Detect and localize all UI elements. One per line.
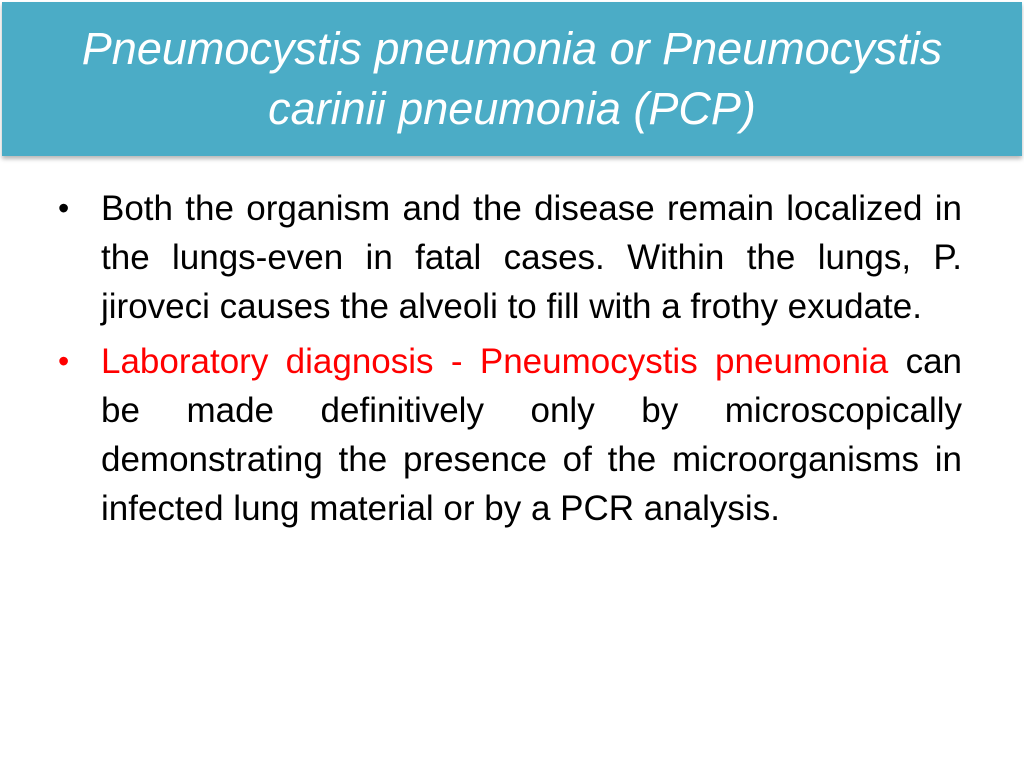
slide-title-line-2: carinii pneumonia (PCP) [268,83,756,134]
bullet-item [58,184,962,331]
slide-title-line-1: Pneumocystis pneumonia or Pneumocystis [81,23,943,74]
bullet-text [101,337,962,533]
slide-body [58,184,962,539]
bullet-text [101,184,962,331]
bullet-text-body: can be made definitively only by microscopically demonstrating the presence of the microorganisms in infected lung material or by a PCR analysis. [101,342,962,528]
highlighted-term: Laboratory diagnosis - Pneumocystis pneumonia [101,342,889,381]
slide-title [70,19,954,139]
title-banner [2,2,1022,156]
bullet-marker: • [58,343,70,379]
bullet-item [58,337,962,533]
bullet-list [58,184,962,533]
bullet-text-body: Both the organism and the disease remain localized in the lungs-even in fatal cases. Within the lungs, P. jiroveci causes the alveoli to fill with a frothy exudate. [101,189,962,326]
bullet-marker: • [58,190,70,226]
